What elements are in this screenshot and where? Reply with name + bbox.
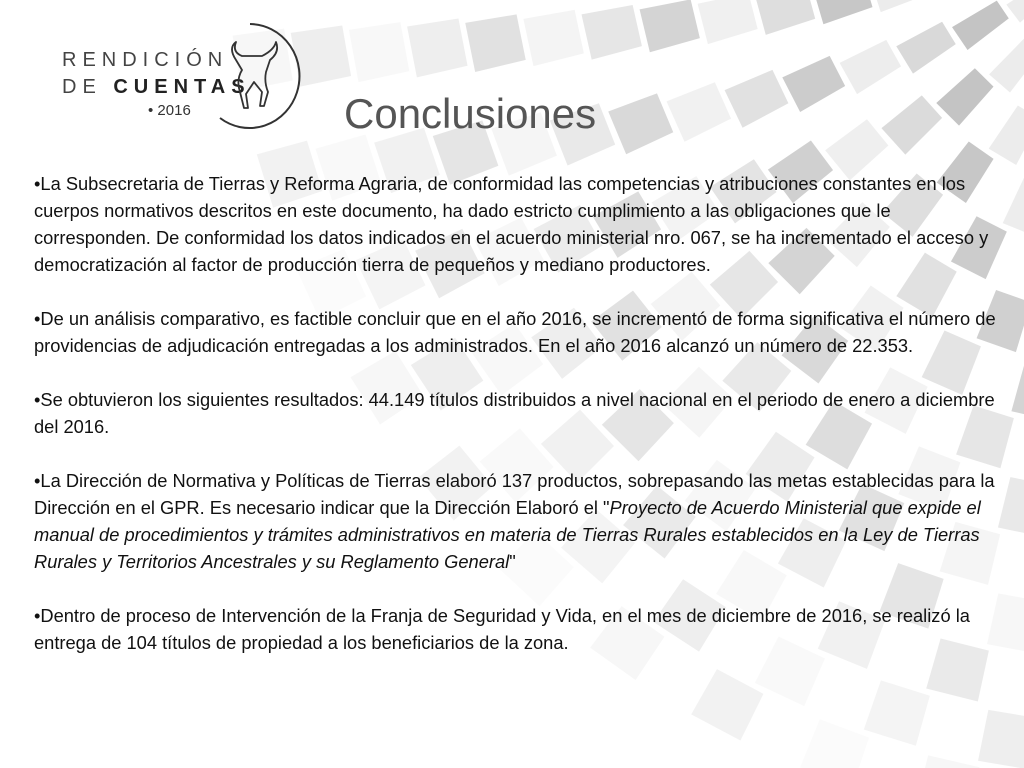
conclusion-paragraph-5: •Dentro de proceso de Intervención de la Franja de Seguridad y Vida, en el mes de diciembre de 2016, se realizó la entrega de 104 títulos de propiedad a los beneficiarios de la zona.: [34, 605, 970, 653]
pattern-tile: [608, 93, 673, 154]
bull-icon: [206, 20, 302, 130]
pattern-tile: [640, 0, 700, 52]
paragraph-4-closing-quote: ": [509, 551, 516, 572]
pattern-tile: [936, 68, 993, 125]
pattern-tile: [1006, 0, 1024, 23]
pattern-tile: [864, 680, 930, 745]
page-title: Conclusiones: [344, 90, 597, 137]
conclusions-body: [34, 170, 996, 656]
pattern-tile: [349, 22, 409, 82]
pattern-tile: [1003, 176, 1024, 237]
pattern-tile: [667, 82, 732, 142]
pattern-tile: [978, 710, 1024, 768]
pattern-tile: [407, 18, 467, 77]
paragraph-4-text: •La Dirección de Normativa y Políticas de Tierras elaboró 137 productos, sobrepasando las metas establecidas para la Dirección en el GPR. Es necesario indicar que la Dirección Elaboró el ": [34, 470, 995, 518]
pattern-tile: [915, 755, 979, 768]
logo-text-cuentas: CUENTAS: [113, 76, 251, 98]
pattern-tile: [896, 22, 955, 74]
pattern-tile: [691, 669, 763, 740]
pattern-tile: [952, 1, 1009, 50]
pattern-tile: [989, 37, 1024, 92]
conclusion-paragraph-1: •La Subsecretaria de Tierras y Reforma Agraria, de conformidad las competencias y atribuciones constantes en los cuerpos normativos descritos en este documento, ha dado estricto cumplimiento a las obligaciones que le corresponden. De conformidad los datos indicados en el acuerdo ministerial nro. 067, se ha incrementado el acceso y democratización al factor de producción tierra de pequeños y mediano productores.: [34, 173, 989, 275]
pattern-tile: [800, 719, 869, 768]
pattern-tile: [1011, 361, 1024, 421]
pattern-tile: [813, 0, 872, 24]
pattern-tile: [881, 95, 942, 154]
logo: [48, 16, 308, 134]
conclusion-paragraph-3: •Se obtuvieron los siguientes resultados: 44.149 títulos distribuidos a nivel nacional en el periodo de enero a diciembre del 2016.: [34, 389, 995, 437]
pattern-tile: [989, 106, 1024, 166]
logo-year: • 2016: [148, 102, 191, 119]
pattern-tile: [581, 5, 641, 60]
pattern-tile: [465, 14, 525, 72]
paragraph-4-italic-title: Proyecto de Acuerdo Ministerial que expide el manual de procedimientos y trámites administrativos en materia de Tierras Rurales establecidos en la Ley de Tierras Rurales y Territorios Ancestrales y su Reglamento General: [34, 497, 981, 572]
pattern-tile: [840, 40, 901, 94]
pattern-tile: [782, 56, 845, 112]
pattern-tile: [698, 0, 758, 44]
logo-text-rendicion: RENDICIÓN: [62, 49, 229, 71]
pattern-tile: [756, 0, 816, 35]
logo-text-de: DE: [62, 76, 102, 98]
pattern-tile: [871, 0, 929, 12]
pattern-tile: [523, 10, 583, 66]
conclusion-paragraph-4: [34, 467, 996, 575]
pattern-tile: [998, 477, 1024, 537]
conclusion-paragraph-2: •De un análisis comparativo, es factible concluir que en el año 2016, se incrementó de forma significativa el número de providencias de adjudicación entregadas a los administrados. En el año 2016 alcanzó un número de 22.353.: [34, 308, 996, 356]
pattern-tile: [725, 70, 789, 128]
